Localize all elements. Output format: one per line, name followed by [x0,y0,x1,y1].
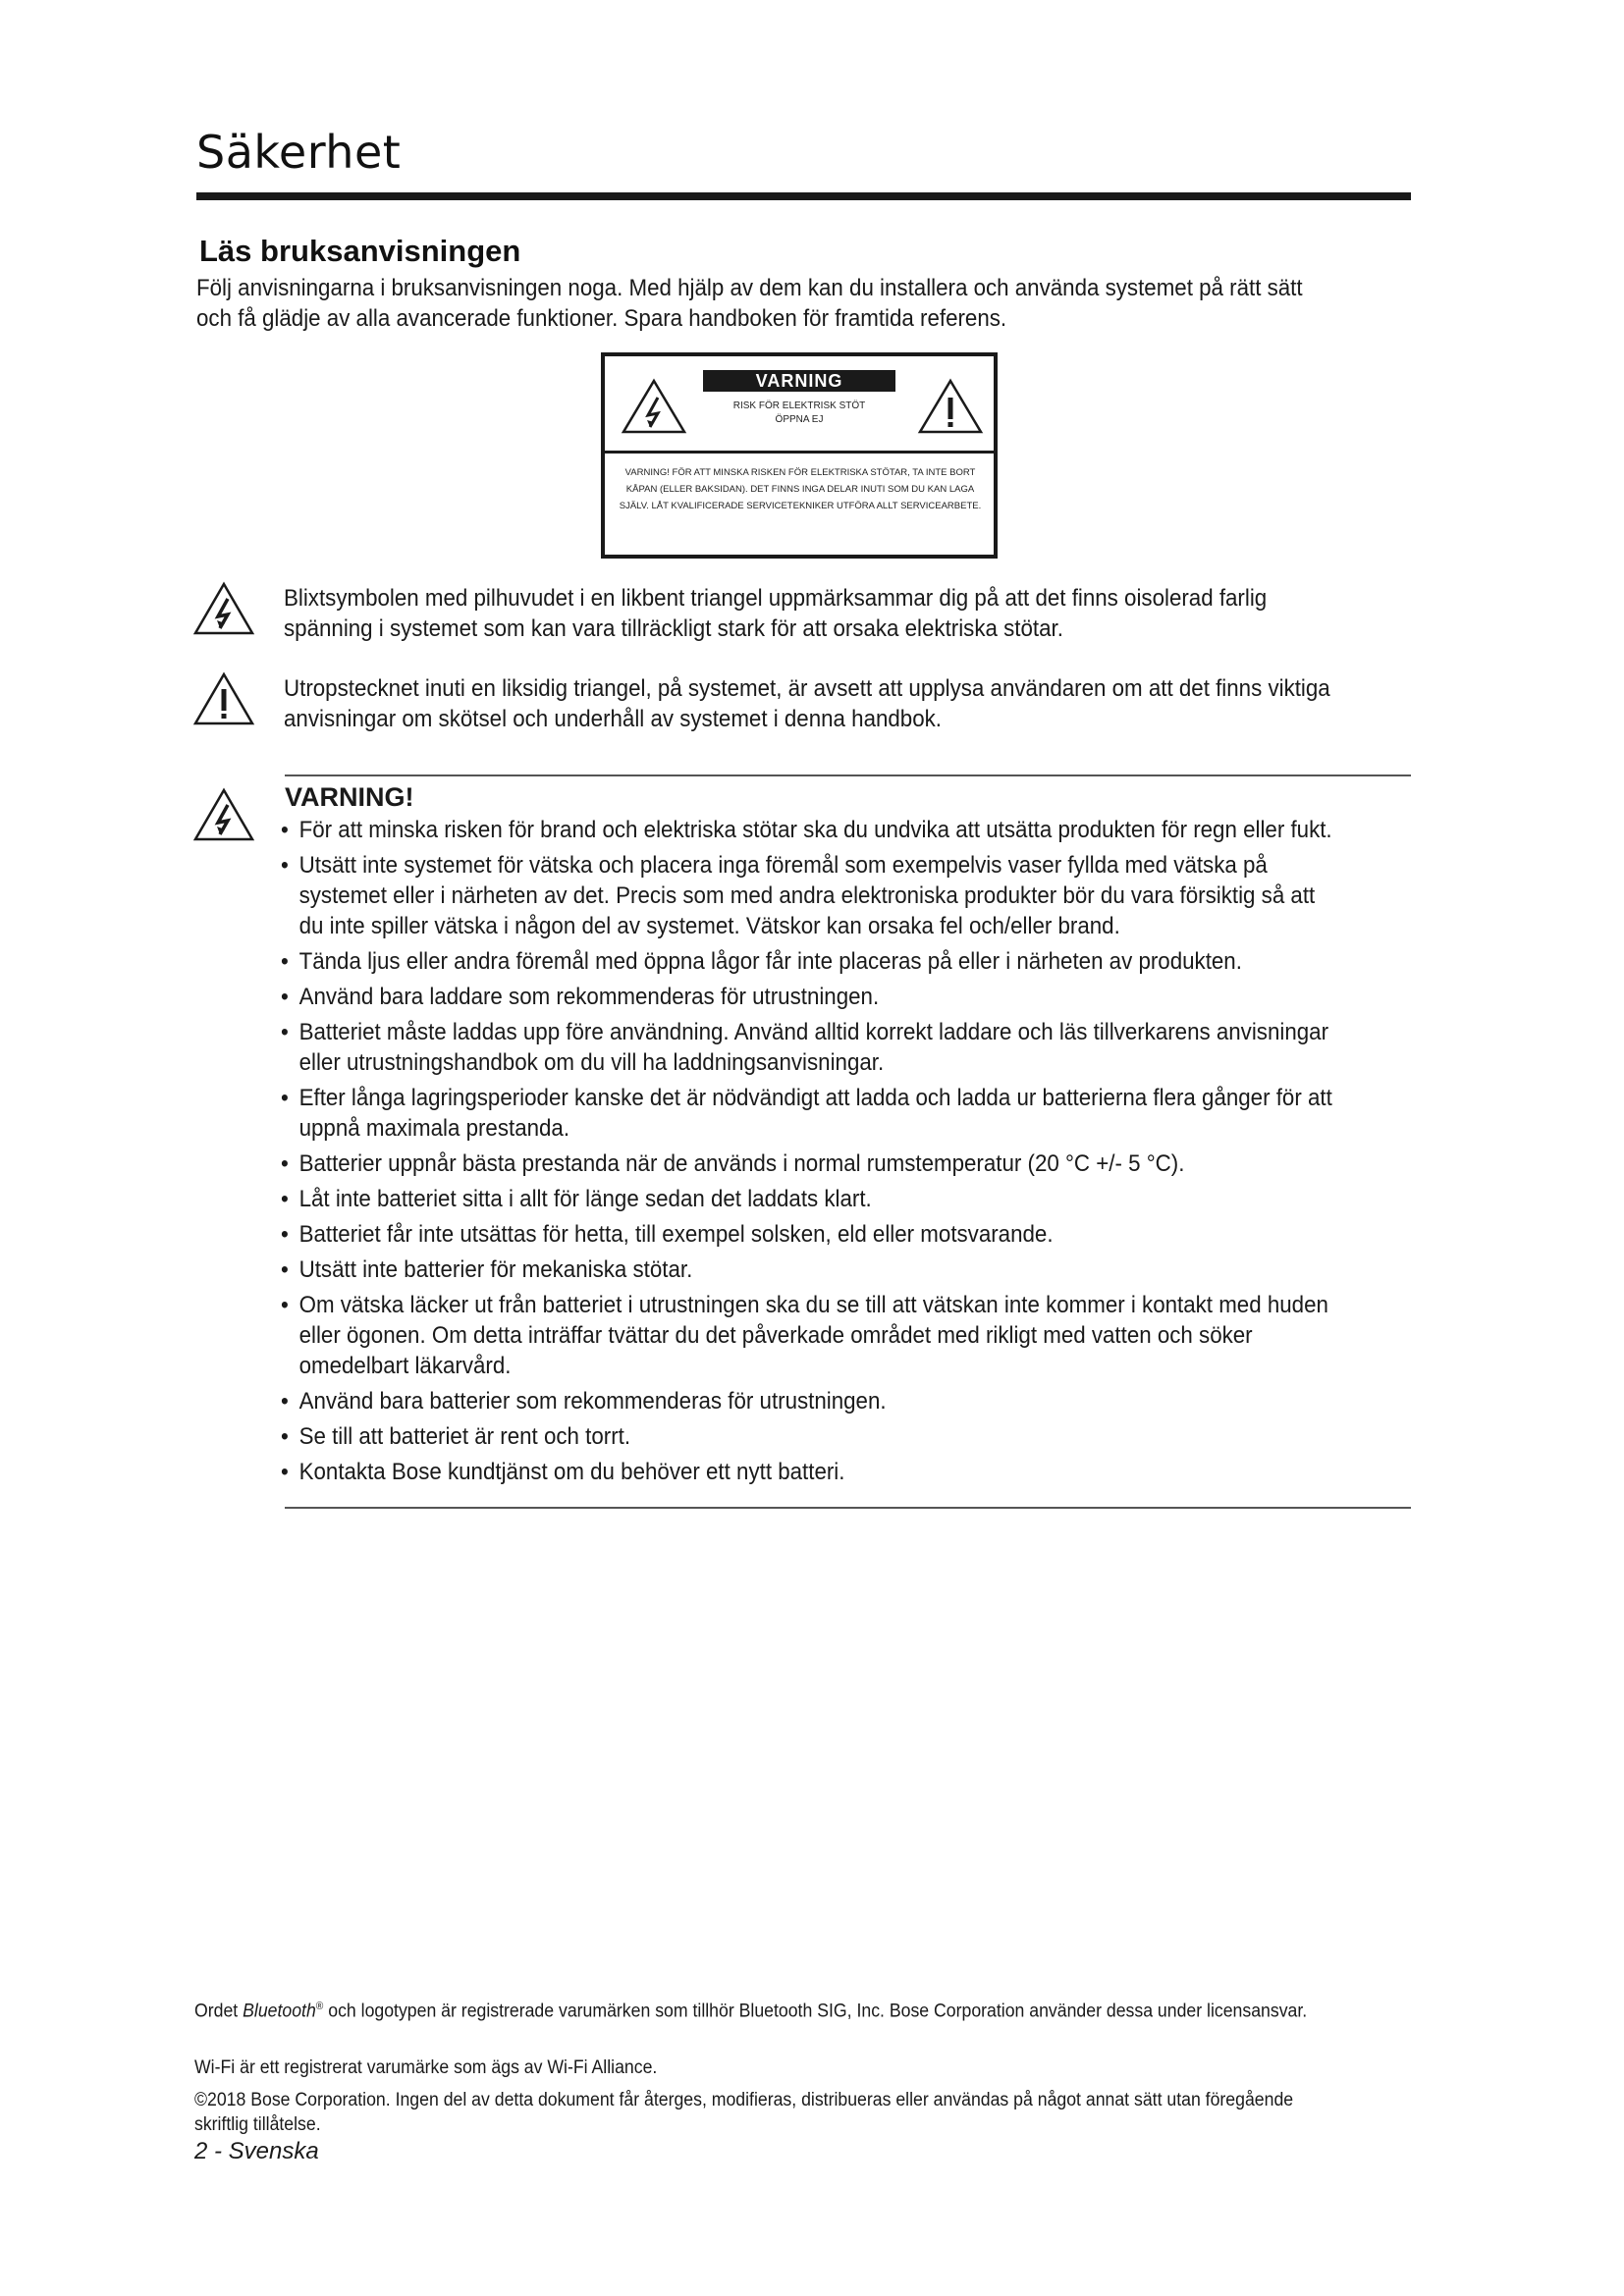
list-item: • För att minska risken för brand och elektriska stötar ska du undvika att utsätta produkten för regn eller fukt. [281,815,1344,845]
list-item: • Om vätska läcker ut från batteriet i utrustningen ska du se till att vätskan inte kommer i kontakt med huden eller ögonen. Om detta inträffar tvättar du det påverkade området med rikligt med vatten och söker omedelbart läkarvård. [281,1290,1344,1381]
warning-label-risk [693,400,905,427]
warning-list [281,815,1344,1492]
list-item: • Efter långa lagringsperioder kanske det är nödvändigt att ladda och ladda ur batterierna flera gånger för att uppnå maximala prestanda. [281,1083,1344,1144]
intro-paragraph: Följ anvisningarna i bruksanvisningen noga. Med hjälp av dem kan du installera och använda systemet på rätt sätt och få glädje av alla avancerade funktioner. Spara handboken för framtida referens. [196,275,1303,332]
list-item: • Låt inte batteriet sitta i allt för länge sedan det laddats klart. [281,1184,1344,1214]
title-rule [196,192,1411,200]
list-item: • Se till att batteriet är rent och torrt. [281,1421,1344,1452]
list-item: • Använd bara batterier som rekommenderas för utrustningen. [281,1386,1344,1416]
section-heading: Läs bruksanvisningen [199,234,521,268]
list-item: • Tända ljus eller andra föremål med öppna lågor får inte placeras på eller i närheten av produkten. [281,946,1344,977]
bt-name: Bluetooth [243,2001,316,2022]
list-item: • Batterier uppnår bästa prestanda när de används i normal rumstemperatur (20 °C +/- 5 °C). [281,1148,1344,1179]
lightning-symbol-text: Blixtsymbolen med pilhuvudet i en likbent triangel uppmärksammar dig på att det finns oisolerad farlig spänning i systemet som kan vara tillräckligt stark för att orsaka elektriska stötar. [284,585,1268,642]
exclamation-symbol-text: Utropstecknet inuti en liksidig triangel, på systemet, är avsett att upplysa användaren om att det finns viktiga anvisningar om skötsel och underhåll av systemet i denna handbok. [284,675,1330,732]
warning-rule-bottom [285,1507,1411,1509]
list-item: • Kontakta Bose kundtjänst om du behöver ett nytt batteri. [281,1457,1344,1487]
warning-label [601,352,998,559]
exclamation-triangle-icon [917,378,984,435]
warning-label-top [605,356,994,454]
list-item: • Batteriet måste laddas upp före användning. Använd alltid korrekt laddare och läs tillverkarens anvisningar eller utrustningshandbok om du vill ha laddningsanvisningar. [281,1017,1344,1078]
bluetooth-trademark-note [194,1995,1326,2023]
exclamation-triangle-icon [192,671,255,726]
warning-heading: VARNING! [285,782,414,812]
page-title: Säkerhet [196,126,402,179]
warning-rule-top [285,774,1411,776]
lightning-triangle-icon [621,378,687,435]
lightning-triangle-icon [192,787,255,842]
list-item: • Utsätt inte batterier för mekaniska stötar. [281,1255,1344,1285]
wifi-trademark-note: Wi-Fi är ett registrerat varumärke som ägs av Wi-Fi Alliance. [194,2057,658,2078]
warning-label-risk-line1: RISK FÖR ELEKTRISK STÖT [732,400,866,411]
copyright-note: ©2018 Bose Corporation. Ingen del av detta dokument får återges, modifieras, distribueras eller användas på något annat sätt utan föregående skriftlig tillåtelse. [194,2090,1294,2135]
list-item: • Batteriet får inte utsättas för hetta, till exempel solsken, eld eller motsvarande. [281,1219,1344,1250]
list-item: • Använd bara laddare som rekommenderas för utrustningen. [281,982,1344,1012]
lightning-triangle-icon [192,581,255,636]
bt-suffix: och logotypen är registrerade varumärken som tillhör Bluetooth SIG, Inc. Bose Corporation använder dessa under licensansvar. [323,2001,1308,2022]
list-item: • Utsätt inte systemet för vätska och placera inga föremål som exempelvis vaser fyllda med vätska på systemet eller i närheten av det. Precis som med andra elektroniska produkter bör du vara försiktig så att du inte spiller vätska i någon del av systemet. Vätskor kan orsaka fel och/eller brand. [281,850,1344,941]
bt-prefix: Ordet [194,2001,244,2022]
warning-label-risk-line2: ÖPPNA EJ [775,414,824,425]
page-number: 2 - Svenska [194,2138,319,2164]
bt-reg-mark: ® [315,2001,324,2012]
warning-label-banner: VARNING [703,370,895,392]
warning-label-body: VARNING! FÖR ATT MINSKA RISKEN FÖR ELEKTRISKA STÖTAR, TA INTE BORT KÅPAN (ELLER BAKSIDAN). DET FINNS INGA DELAR INUTI SOM DU KAN LAGA SJÄLV. LÅT KVALIFICERADE SERVICETEKNIKER UTFÖRA ALLT SERVICEARBETE. [619,467,982,511]
